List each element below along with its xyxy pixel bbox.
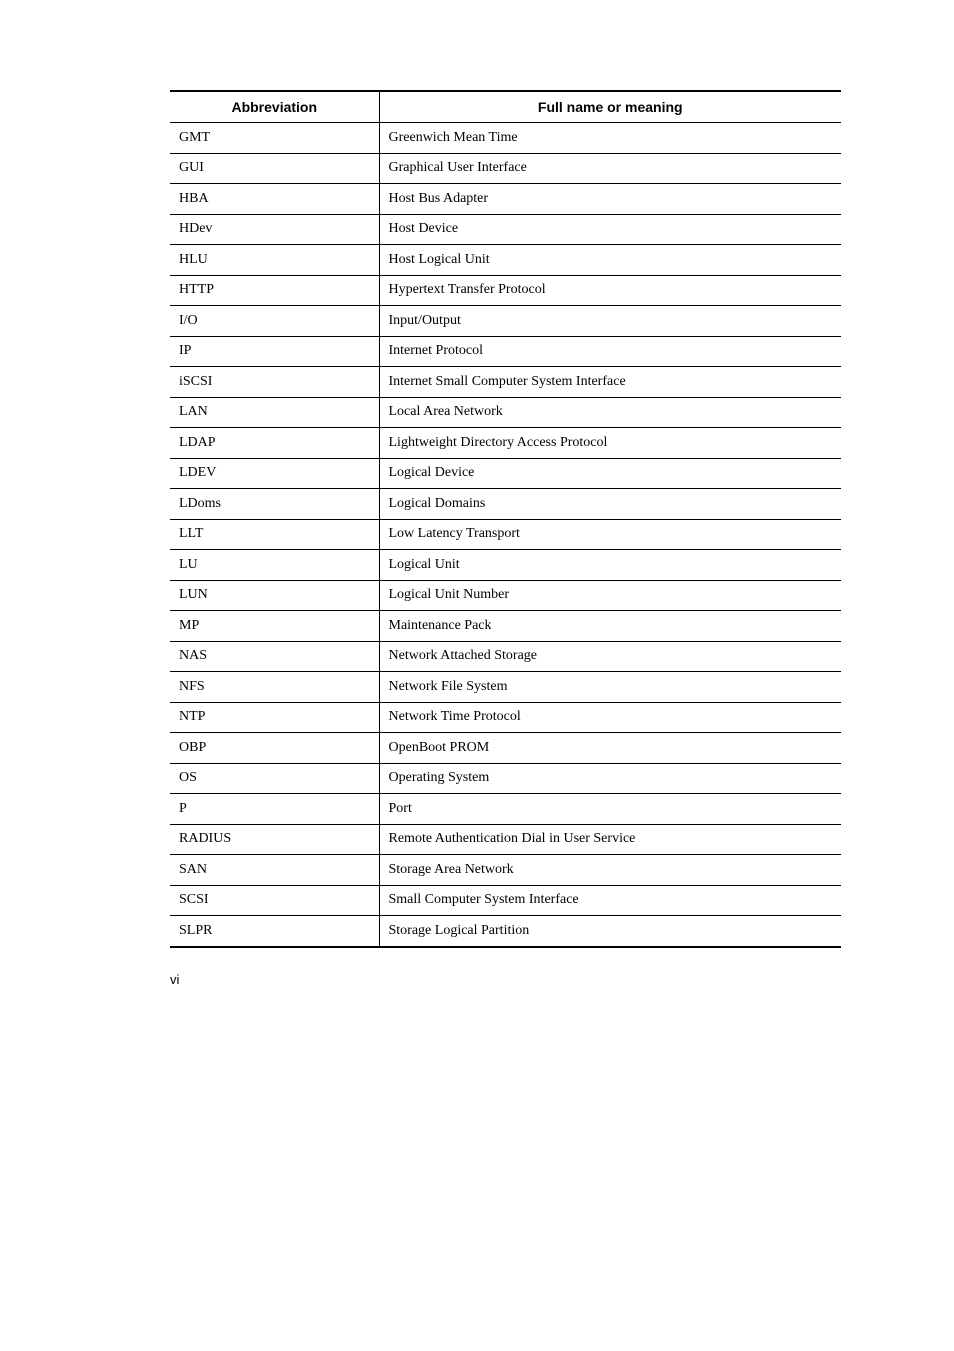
table-row — [170, 123, 841, 154]
meaning-cell: Operating System — [379, 763, 841, 794]
meaning-cell: Lightweight Directory Access Protocol — [379, 428, 841, 459]
meaning-cell: Small Computer System Interface — [379, 885, 841, 916]
meaning-cell: Internet Small Computer System Interface — [379, 367, 841, 398]
table-row — [170, 397, 841, 428]
abbreviation-cell: SCSI — [170, 885, 379, 916]
abbreviation-cell: SAN — [170, 855, 379, 886]
meaning-cell: Greenwich Mean Time — [379, 123, 841, 154]
table-row — [170, 428, 841, 459]
abbreviation-cell: HDev — [170, 214, 379, 245]
meaning-cell: Input/Output — [379, 306, 841, 337]
abbreviation-cell: LDEV — [170, 458, 379, 489]
abbreviation-cell: P — [170, 794, 379, 825]
meaning-cell: Storage Logical Partition — [388, 922, 530, 938]
table-row — [170, 702, 841, 733]
table-row — [170, 916, 841, 947]
meaning-cell: Logical Domains — [379, 489, 841, 520]
column-header-abbreviation: Abbreviation — [170, 91, 379, 123]
abbreviation-table — [170, 90, 841, 948]
table-row — [170, 367, 841, 398]
meaning-cell: Graphical User Interface — [379, 153, 841, 184]
meaning-cell: Remote Authentication Dial in User Service — [379, 824, 841, 855]
abbreviation-cell: LDoms — [170, 489, 379, 520]
abbreviation-cell: NTP — [170, 702, 379, 733]
table-row — [170, 184, 841, 215]
abbreviation-cell: OBP — [170, 733, 379, 764]
table-row — [170, 519, 841, 550]
abbreviation-cell: GUI — [170, 153, 379, 184]
meaning-cell: Maintenance Pack — [379, 611, 841, 642]
table-row — [170, 550, 841, 581]
abbreviation-cell: MP — [170, 611, 379, 642]
meaning-cell: Host Logical Unit — [379, 245, 841, 276]
abbreviation-cell: RADIUS — [170, 824, 379, 855]
table-row — [170, 794, 841, 825]
abbreviation-cell: LU — [170, 550, 379, 581]
abbreviation-cell: NAS — [170, 641, 379, 672]
meaning-cell: Logical Device — [379, 458, 841, 489]
table-body — [170, 123, 841, 947]
abbreviation-cell: IP — [170, 336, 379, 367]
abbreviation-cell: I/O — [170, 306, 379, 337]
meaning-cell: Host Bus Adapter — [379, 184, 841, 215]
meaning-cell: Network Attached Storage — [379, 641, 841, 672]
meaning-cell: Network Time Protocol — [379, 702, 841, 733]
meaning-cell: Storage Area Network — [379, 855, 841, 886]
abbreviation-cell: LDAP — [170, 428, 379, 459]
table-row — [170, 306, 841, 337]
table-header-row — [170, 91, 841, 123]
table-row — [170, 489, 841, 520]
table-row — [170, 855, 841, 886]
meaning-cell: Port — [379, 794, 841, 825]
table-row — [170, 245, 841, 276]
abbreviation-cell: GMT — [170, 123, 379, 154]
meaning-cell: OpenBoot PROM — [379, 733, 841, 764]
abbreviation-cell: LUN — [170, 580, 379, 611]
page-number: vi — [170, 972, 180, 987]
table-row — [170, 672, 841, 703]
table-row — [170, 580, 841, 611]
abbreviation-cell: HBA — [170, 184, 379, 215]
table-row — [170, 824, 841, 855]
table-row — [170, 336, 841, 367]
abbreviation-cell: iSCSI — [170, 367, 379, 398]
column-header-meaning: Full name or meaning — [379, 91, 841, 123]
table-row — [170, 214, 841, 245]
table-row — [170, 641, 841, 672]
abbreviation-cell: LLT — [170, 519, 379, 550]
abbreviation-cell: HLU — [170, 245, 379, 276]
table-row — [170, 275, 841, 306]
abbreviation-cell: NFS — [170, 672, 379, 703]
table-row — [170, 885, 841, 916]
meaning-cell: Logical Unit — [379, 550, 841, 581]
table-row — [170, 611, 841, 642]
abbreviation-cell: LAN — [170, 397, 379, 428]
abbreviation-cell: SLPR — [170, 916, 379, 947]
table-row — [170, 763, 841, 794]
meaning-cell: Network File System — [379, 672, 841, 703]
abbreviation-cell: OS — [170, 763, 379, 794]
meaning-cell: Host Device — [379, 214, 841, 245]
meaning-cell: Low Latency Transport — [379, 519, 841, 550]
meaning-cell: Hypertext Transfer Protocol — [379, 275, 841, 306]
table-row — [170, 153, 841, 184]
table-row — [170, 458, 841, 489]
abbreviation-cell: HTTP — [170, 275, 379, 306]
meaning-cell: Internet Protocol — [379, 336, 841, 367]
meaning-cell: Logical Unit Number — [379, 580, 841, 611]
meaning-cell: Local Area Network — [379, 397, 841, 428]
table-row — [170, 733, 841, 764]
